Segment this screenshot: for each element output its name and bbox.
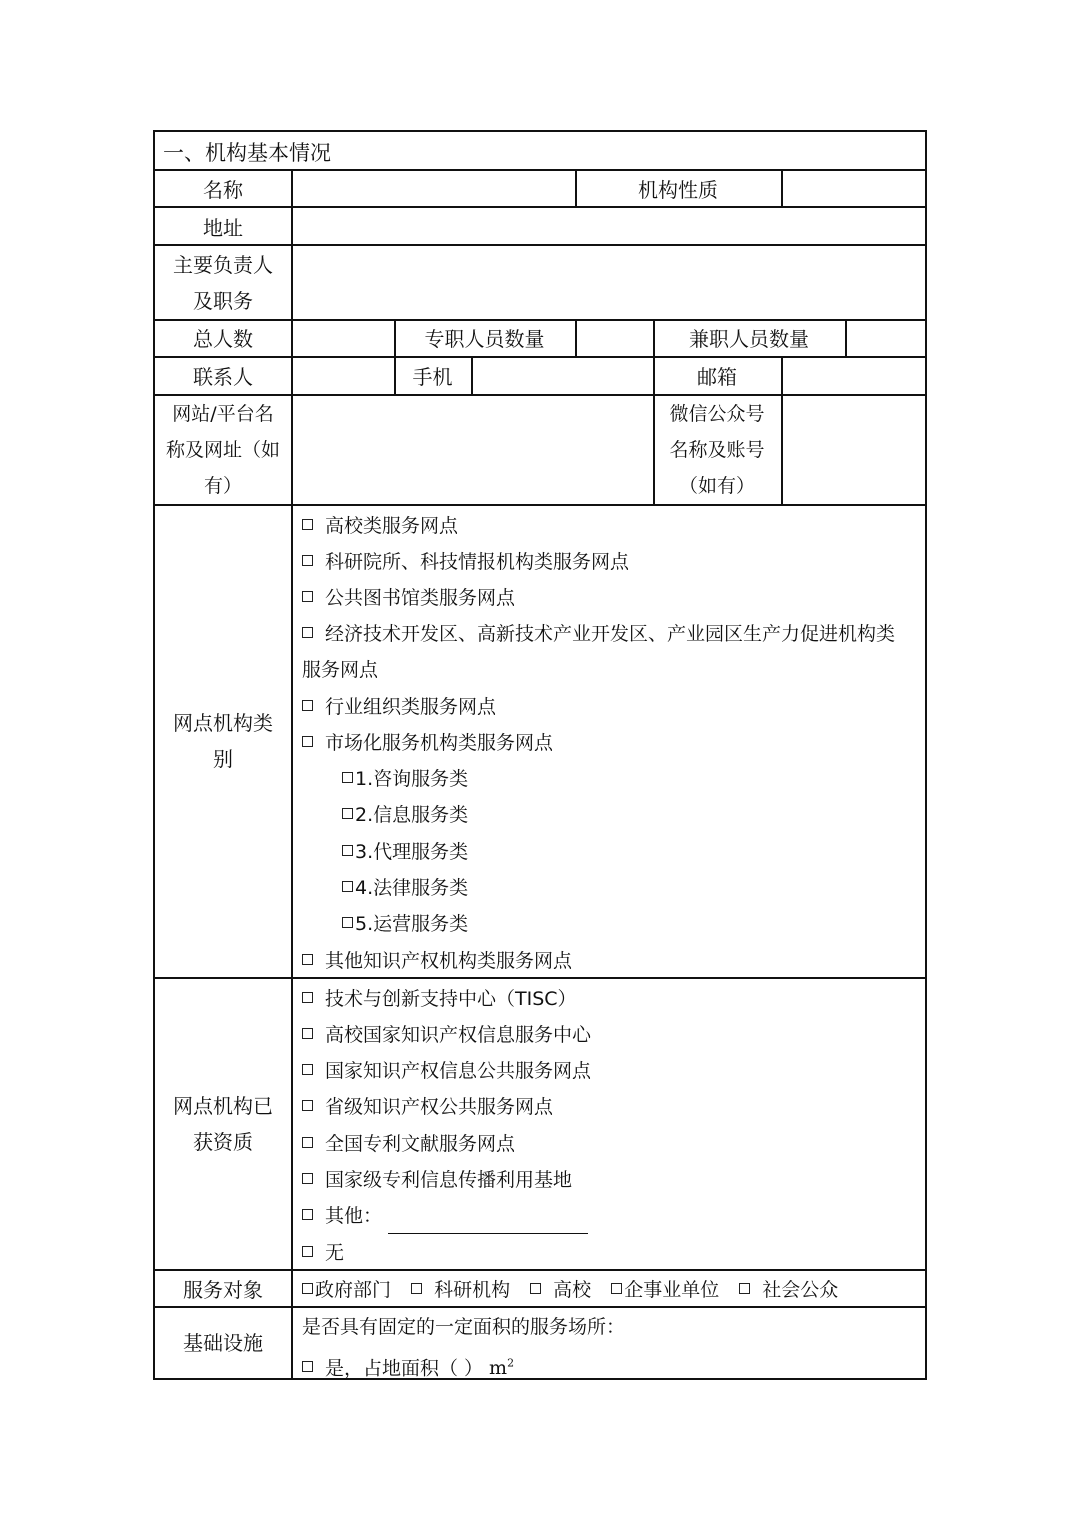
other-blank-line[interactable] [388, 1207, 588, 1234]
name-field[interactable] [293, 170, 574, 206]
service-target-label: 科研机构 [434, 1279, 511, 1301]
checkbox[interactable] [302, 1064, 313, 1075]
row-divider [155, 1269, 925, 1271]
total-staff-label: 总人数 [193, 327, 253, 351]
category-option[interactable] [302, 725, 553, 761]
qualification-option[interactable] [302, 1089, 553, 1125]
checkbox[interactable] [302, 1100, 313, 1111]
checkbox[interactable] [302, 1028, 313, 1039]
name-label: 名称 [203, 178, 243, 202]
checkbox[interactable] [611, 1283, 622, 1294]
qualification-option-label: 高校国家知识产权信息服务中心 [325, 1024, 592, 1046]
category-option-label: 经济技术开发区、高新技术产业开发区、产业园区生产力促进机构类 [325, 623, 896, 645]
category-sub-option-label: 5.运营服务类 [355, 913, 469, 935]
qualification-none-option[interactable] [302, 1235, 344, 1271]
wechat-label-line: 名称及账号 [669, 439, 765, 461]
category-option-label: 公共图书馆类服务网点 [325, 587, 516, 609]
website-label-line: 网站/平台名 [172, 403, 274, 425]
category-option[interactable] [302, 689, 496, 725]
contact-label: 联系人 [193, 365, 253, 389]
category-option[interactable] [302, 508, 458, 544]
checkbox[interactable] [302, 700, 313, 711]
infrastructure-answer-text: 是，占地面积（ ） [325, 1357, 484, 1380]
category-sub-option-label: 4.法律服务类 [355, 877, 469, 899]
category-option-label: 市场化服务机构类服务网点 [325, 732, 554, 754]
category-option[interactable] [302, 943, 572, 979]
mobile-field[interactable] [472, 357, 652, 392]
service-target-option[interactable] [611, 1279, 719, 1301]
area-unit-exponent: 2 [507, 1357, 515, 1370]
email-label: 邮箱 [697, 365, 737, 389]
checkbox[interactable] [342, 881, 353, 892]
mobile-label: 手机 [412, 365, 453, 389]
category-sub-option[interactable] [342, 797, 468, 833]
wechat-label-line: 微信公众号 [669, 403, 765, 425]
category-sub-option[interactable] [342, 870, 468, 906]
leader-label [155, 245, 291, 320]
nature-label: 机构性质 [638, 178, 718, 202]
service-target-label: 企事业单位 [624, 1279, 720, 1301]
qualification-none-label: 无 [325, 1242, 345, 1264]
fulltime-staff-label: 专职人员数量 [424, 327, 545, 351]
checkbox[interactable] [302, 992, 313, 1003]
qualification-option-label: 国家级专利信息传播利用基地 [325, 1169, 573, 1191]
contact-field[interactable] [293, 357, 393, 392]
infrastructure-question: 是否具有固定的一定面积的服务场所： [302, 1316, 626, 1338]
total-staff-field[interactable] [293, 320, 393, 355]
category-option[interactable] [302, 580, 515, 616]
qualification-label [155, 979, 291, 1269]
infrastructure-label-text: 基础设施 [183, 1331, 263, 1355]
service-target-label: 政府部门 [315, 1279, 392, 1301]
service-target-option[interactable] [739, 1279, 838, 1301]
service-target-label: 社会公众 [762, 1279, 839, 1301]
parttime-staff-field[interactable] [846, 320, 925, 355]
checkbox[interactable] [739, 1283, 750, 1294]
category-sub-option-label: 3.代理服务类 [355, 841, 469, 863]
service-target-option[interactable] [530, 1279, 591, 1301]
area-unit-base: m [489, 1357, 508, 1380]
email-field[interactable] [782, 357, 925, 392]
category-option[interactable] [302, 616, 895, 652]
checkbox[interactable] [411, 1283, 422, 1294]
leader-field[interactable] [293, 245, 925, 318]
category-sub-option[interactable] [342, 906, 468, 942]
category-label-line: 别 [213, 747, 233, 771]
service-target-label: 高校 [553, 1279, 592, 1301]
nature-field[interactable] [782, 170, 925, 206]
category-option[interactable] [302, 544, 629, 580]
category-label [155, 506, 291, 976]
category-label-line: 网点机构类 [173, 711, 273, 735]
qualification-option-label: 全国专利文献服务网点 [325, 1133, 516, 1155]
checkbox[interactable] [302, 954, 313, 965]
service-targets-options [302, 1272, 838, 1308]
website-label [155, 396, 291, 504]
checkbox[interactable] [302, 1283, 313, 1294]
address-field[interactable] [293, 207, 925, 243]
website-label-line: 有） [203, 475, 242, 497]
checkbox[interactable] [302, 736, 313, 747]
checkbox[interactable] [302, 1246, 313, 1257]
qualification-option-label: 技术与创新支持中心（TISC） [325, 988, 577, 1010]
qualification-option-label: 国家知识产权信息公共服务网点 [325, 1060, 592, 1082]
checkbox[interactable] [302, 591, 313, 602]
qualification-label-line: 网点机构已 [173, 1094, 273, 1118]
category-option-label: 科研院所、科技情报机构类服务网点 [325, 551, 630, 573]
checkbox[interactable] [302, 555, 313, 566]
wechat-field[interactable] [782, 395, 925, 503]
category-option-continuation: 服务网点 [302, 659, 379, 681]
website-field[interactable] [293, 395, 652, 503]
checkbox[interactable] [342, 845, 353, 856]
qualification-label-line: 获资质 [193, 1130, 253, 1154]
qualification-other-option[interactable] [302, 1198, 588, 1234]
wechat-label-line: （如有） [678, 475, 755, 497]
qualification-option-label: 省级知识产权公共服务网点 [325, 1096, 554, 1118]
category-option-label: 行业组织类服务网点 [325, 696, 497, 718]
qualification-other-label: 其他： [325, 1205, 383, 1227]
wechat-label [654, 396, 780, 504]
address-label: 地址 [203, 216, 243, 240]
checkbox[interactable] [342, 808, 353, 819]
category-sub-option[interactable] [342, 761, 468, 797]
checkbox[interactable] [530, 1283, 541, 1294]
leader-label-line: 主要负责人 [173, 252, 273, 277]
parttime-staff-label: 兼职人员数量 [689, 327, 809, 351]
category-option-label: 高校类服务网点 [325, 515, 459, 537]
service-target-option[interactable] [302, 1279, 391, 1301]
checkbox[interactable] [302, 519, 313, 530]
qualification-option[interactable] [302, 1162, 572, 1198]
qualification-option[interactable] [302, 1053, 591, 1089]
area-unit [489, 1357, 514, 1379]
infrastructure-label [155, 1307, 291, 1379]
section-title: 一、机构基本情况 [163, 141, 331, 165]
checkbox[interactable] [302, 1137, 313, 1148]
checkbox[interactable] [302, 1173, 313, 1184]
service-target-option[interactable] [411, 1279, 510, 1301]
category-sub-option-label: 2.信息服务类 [355, 804, 469, 826]
category-sub-option[interactable] [342, 834, 468, 870]
qualification-option[interactable] [302, 981, 577, 1017]
checkbox[interactable] [342, 772, 353, 783]
qualification-option[interactable] [302, 1126, 515, 1162]
checkbox[interactable] [302, 1361, 313, 1372]
qualification-option[interactable] [302, 1017, 591, 1053]
website-label-line: 称及网址（如 [165, 439, 280, 461]
infrastructure-answer-option[interactable] [302, 1346, 514, 1386]
category-sub-option-label: 1.咨询服务类 [355, 768, 469, 790]
category-option-label: 其他知识产权机构类服务网点 [325, 950, 573, 972]
service-targets-label: 服务对象 [183, 1278, 263, 1302]
checkbox[interactable] [302, 1209, 313, 1220]
checkbox[interactable] [302, 627, 313, 638]
leader-label-line: 及职务 [193, 288, 253, 313]
fulltime-staff-field[interactable] [576, 320, 652, 355]
checkbox[interactable] [342, 917, 353, 928]
